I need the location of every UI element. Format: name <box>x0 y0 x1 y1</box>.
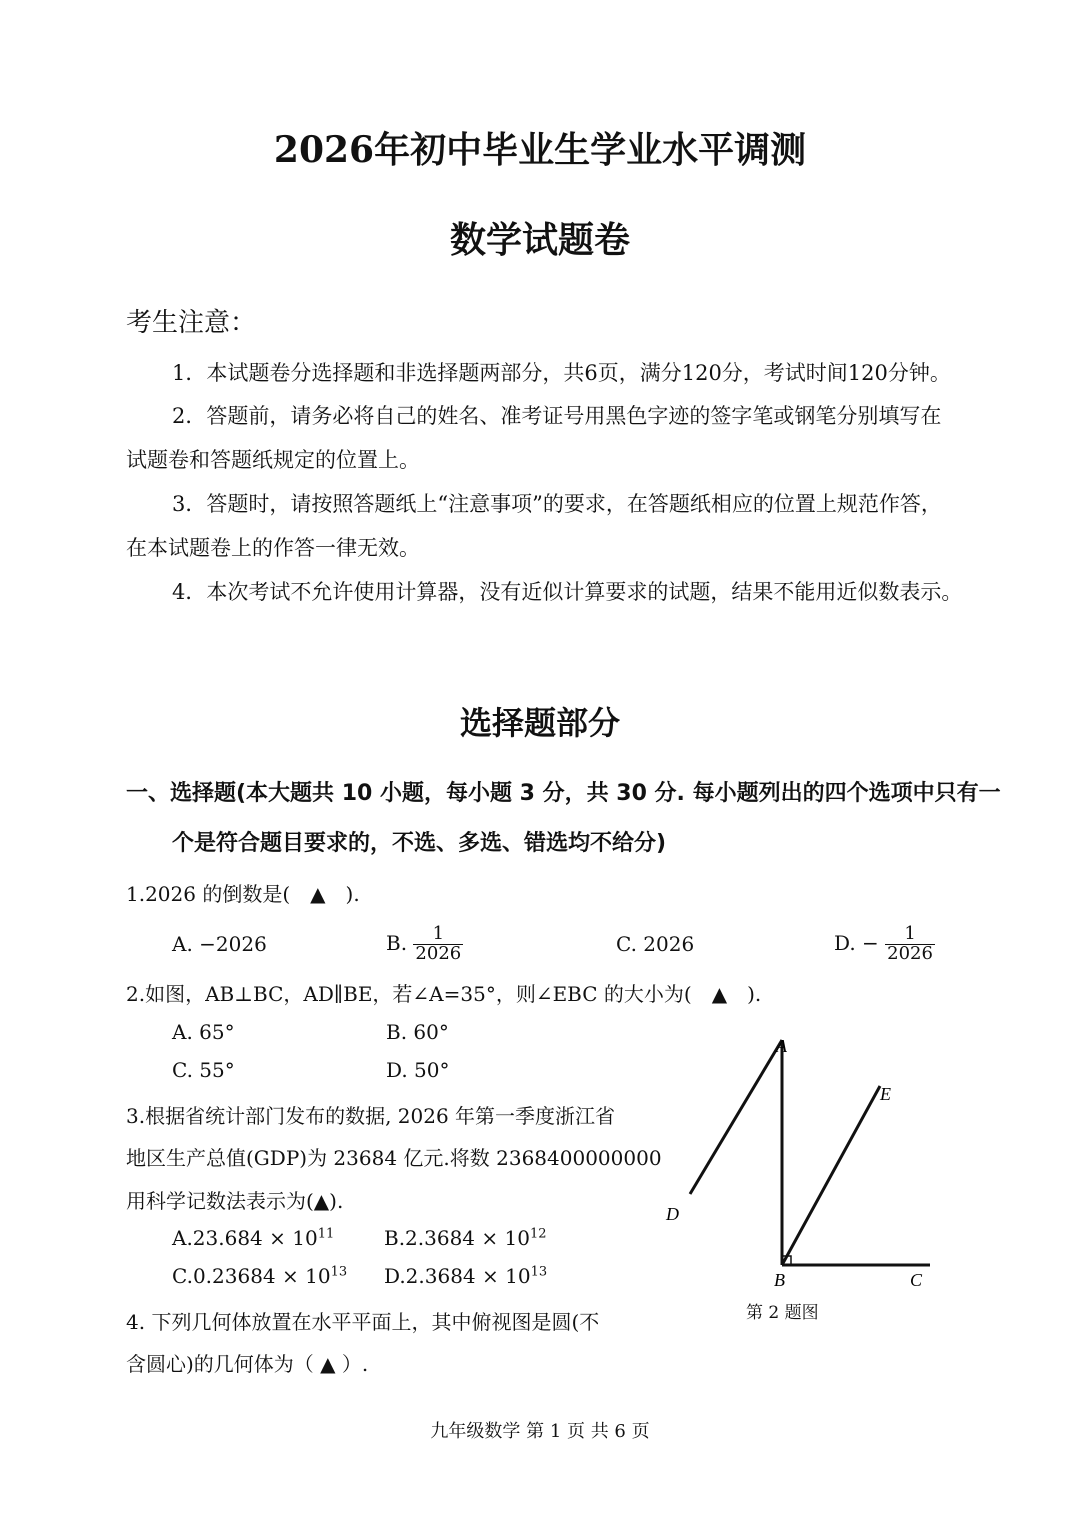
question-3-line2: 地区生产总值(GDP)为 23684 亿元.将数 2368400000000 <box>126 1146 662 1170</box>
q2-option-a: A. 65° <box>172 1020 235 1044</box>
q1-option-b-label: B. <box>386 930 408 955</box>
q1-option-b <box>386 925 463 964</box>
part-instructions-line1: 一、选择题(本大题共 10 小题，每小题 3 分，共 30 分. 每小题列出的四个选项中只有一 <box>126 781 1001 806</box>
q3-a-base: A.23.684 × 10 <box>172 1226 318 1250</box>
q2-option-d: D. 50° <box>386 1058 450 1082</box>
question-1-stem: 1.2026 的倒数是( ▲ ). <box>126 882 360 906</box>
exam-subtitle: 数学试题卷 <box>449 219 630 261</box>
q3-option-c <box>172 1264 347 1288</box>
question-2-stem: 2.如图，AB⊥BC，AD∥BE，若∠A=35°，则∠EBC 的大小为( ▲ ). <box>126 982 762 1006</box>
question-3-line3: 用科学记数法表示为(▲). <box>126 1189 344 1213</box>
label-a: A <box>776 1036 787 1056</box>
q3-a-exponent: 11 <box>317 1226 335 1242</box>
q2-option-c: C. 55° <box>172 1058 235 1082</box>
q3-option-b <box>384 1226 547 1250</box>
q3-c-base: C.0.23684 × 10 <box>172 1264 331 1288</box>
q1-option-d <box>834 925 935 964</box>
label-b: B <box>774 1270 785 1290</box>
question-3-line1: 3.根据省统计部门发布的数据, 2026 年第一季度浙江省 <box>126 1104 616 1128</box>
q1-d-denominator: 2026 <box>887 942 933 964</box>
notice-heading: 考生注意： <box>126 308 257 338</box>
label-e: E <box>880 1084 891 1104</box>
exam-title: 2026年初中毕业生学业水平调测 <box>273 129 807 171</box>
label-c: C <box>910 1270 923 1290</box>
q2-option-b: B. 60° <box>386 1020 449 1044</box>
line-be <box>782 1086 880 1265</box>
q3-d-base: D.2.3684 × 10 <box>384 1264 531 1288</box>
q3-c-exponent: 13 <box>330 1264 348 1280</box>
q3-option-a <box>172 1226 334 1250</box>
q3-b-exponent: 12 <box>529 1226 547 1242</box>
label-d: D <box>666 1204 679 1224</box>
line-ad <box>690 1040 782 1194</box>
q1-option-c: C. 2026 <box>616 932 695 956</box>
q3-option-d <box>384 1264 547 1288</box>
figure-caption: 第 2 题图 <box>746 1303 819 1323</box>
q1-d-numerator: 1 <box>904 923 916 944</box>
q3-d-exponent: 13 <box>530 1264 548 1280</box>
q1-b-denominator: 2026 <box>415 942 462 964</box>
q1-option-b-fraction <box>413 925 463 964</box>
notice-item-3: 3．答题时，请按照答题纸上“注意事项”的要求，在答题纸相应的位置上规范作答， <box>172 492 942 516</box>
part-instructions-line2: 个是符合题目要求的，不选、多选、错选均不给分) <box>172 831 667 856</box>
q1-b-numerator: 1 <box>432 923 445 944</box>
page-footer: 九年级数学 第 1 页 共 6 页 <box>430 1421 650 1442</box>
notice-item-4: 4．本次考试不允许使用计算器，没有近似计算要求的试题，结果不能用近似数表示。 <box>172 580 963 604</box>
notice-item-1: 1．本试题卷分选择题和非选择题两部分，共6页，满分120分，考试时间120分钟。 <box>172 361 951 385</box>
q1-option-d-fraction <box>885 925 935 964</box>
q3-b-base: B.2.3684 × 10 <box>384 1226 530 1250</box>
notice-item-3-cont: 在本试题卷上的作答一律无效。 <box>126 536 420 560</box>
section-title: 选择题部分 <box>459 704 620 742</box>
q1-option-d-label: D. − <box>834 930 879 955</box>
question-4-line1: 4. 下列几何体放置在水平平面上，其中俯视图是圆(不 <box>126 1310 600 1334</box>
question-4-line2: 含圆心)的几何体为（ ▲ ）. <box>126 1352 369 1376</box>
question-2-figure <box>650 1030 950 1330</box>
notice-item-2-cont: 试题卷和答题纸规定的位置上。 <box>126 448 420 472</box>
q1-option-a: A. −2026 <box>172 932 267 956</box>
notice-item-2: 2．答题前，请务必将自己的姓名、准考证号用黑色字迹的签字笔或钢笔分别填写在 <box>172 404 942 428</box>
